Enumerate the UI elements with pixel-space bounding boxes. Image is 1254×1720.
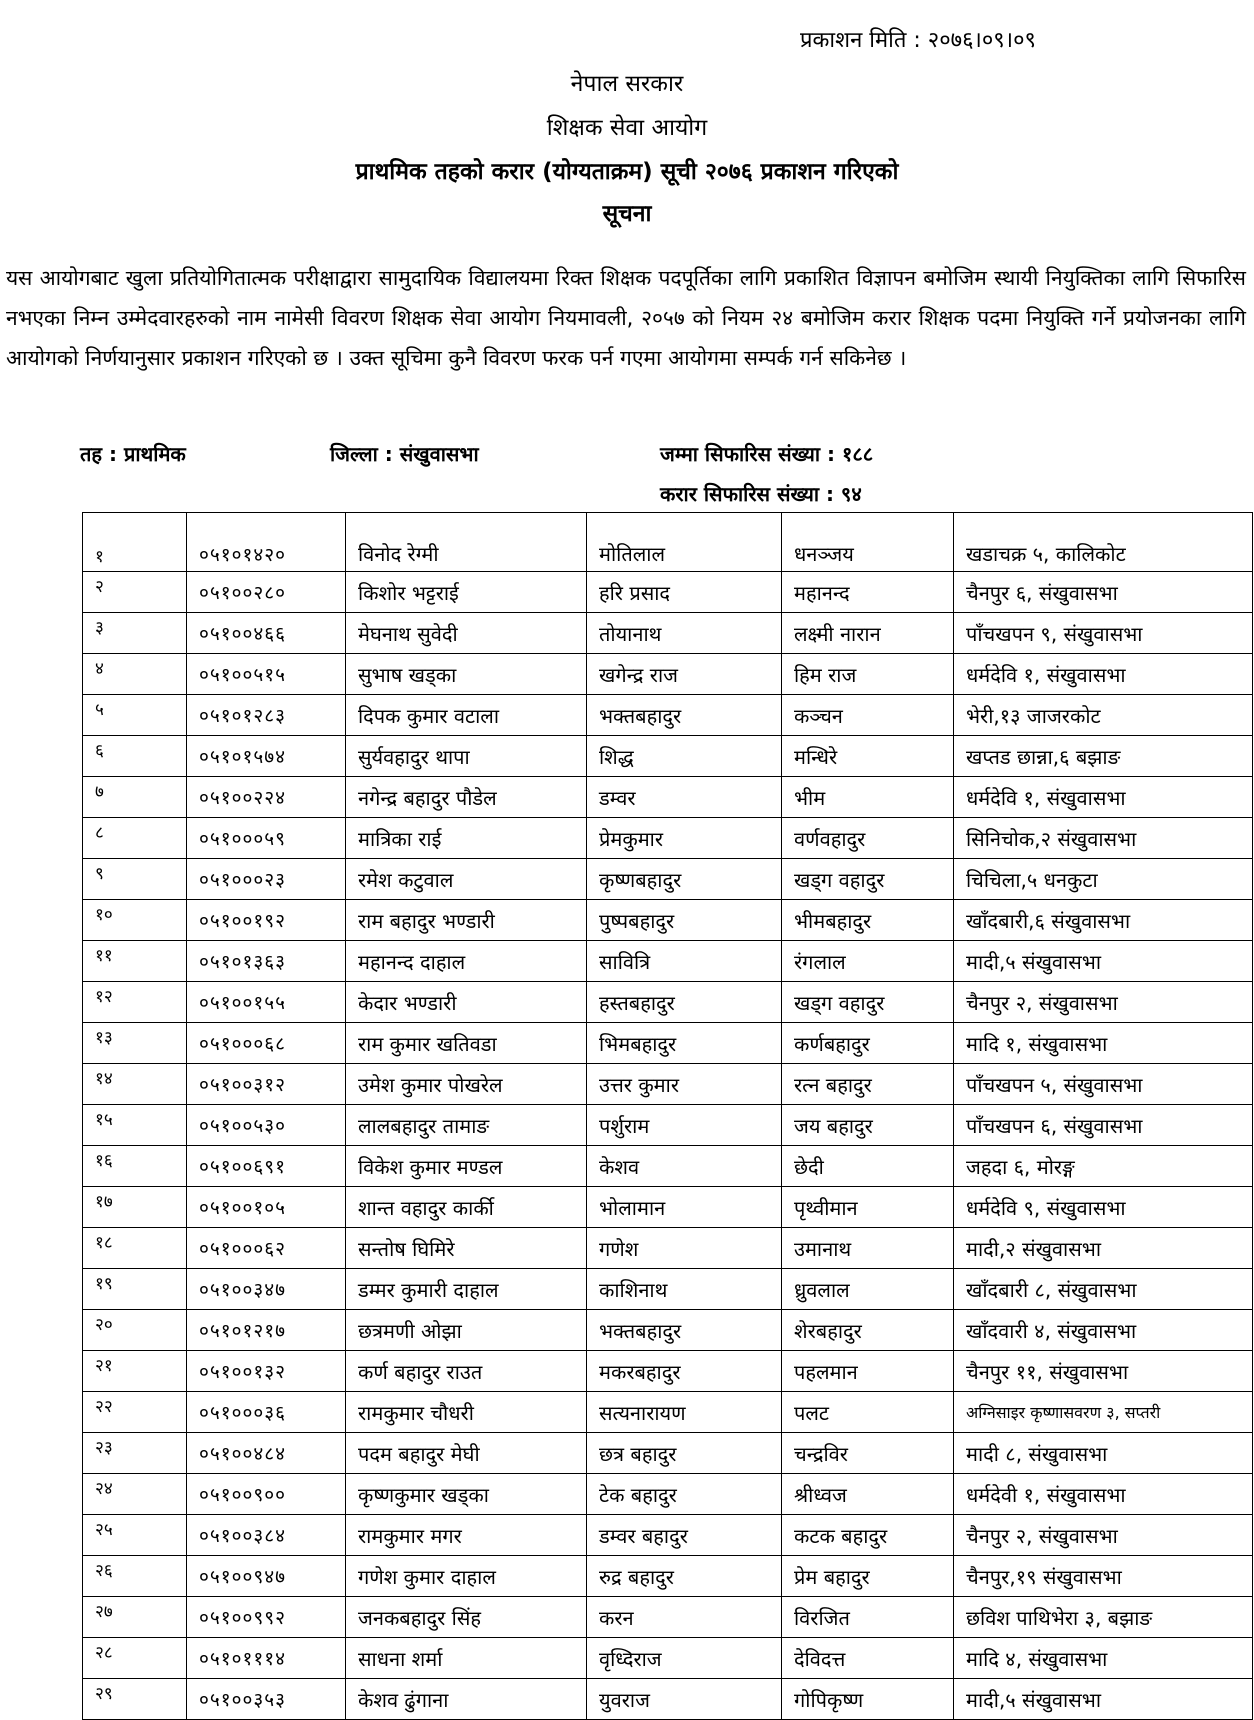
serial-number-cell: ३ xyxy=(83,613,187,654)
candidate-name-cell: नगेन्द्र बहादुर पौडेल xyxy=(346,777,587,818)
roll-number-cell: ०५१००५१५ xyxy=(187,654,346,695)
grandfather-name-cell: गोपिकृष्ण xyxy=(782,1679,954,1720)
serial-number-cell: २० xyxy=(83,1310,187,1351)
grandfather-name-cell: महानन्द xyxy=(782,572,954,613)
grandfather-name-cell: देविदत्त xyxy=(782,1638,954,1679)
roll-number-cell: ०५१००४६६ xyxy=(187,613,346,654)
address-cell: खाँदबारी,६ संखुवासभा xyxy=(954,900,1253,941)
serial-number-cell: २८ xyxy=(83,1638,187,1679)
father-name-cell: भोलामान xyxy=(587,1187,782,1228)
roll-number-cell: ०५१००१९२ xyxy=(187,900,346,941)
serial-number-cell: २१ xyxy=(83,1351,187,1392)
commission-heading: शिक्षक सेवा आयोग xyxy=(546,115,708,141)
father-name-cell: खगेन्द्र राज xyxy=(587,654,782,695)
father-name-cell: तोयानाथ xyxy=(587,613,782,654)
roll-number-cell: ०५१००९४७ xyxy=(187,1556,346,1597)
father-name-cell: प्रेमकुमार xyxy=(587,818,782,859)
roll-number-cell: ०५१०००२३ xyxy=(187,859,346,900)
notice-paragraph: यस आयोगबाट खुला प्रतियोगितात्मक परीक्षाद्वारा सामुदायिक विद्यालयमा रिक्त शिक्षक पदपूर्तिका लागि प्रकाशित विज्ञापन बमोजिम स्थायी नियुक्तिका लागि सिफारिस नभएका निम्न उम्मेदवारहरुको नाम नामेसी विवरण शिक्षक सेवा आयोग नियमावली, २०५७ को नियम २४ बमोजिम करार शिक्षक पदमा नियुक्ति गर्ने प्रयोजनका लागि आयोगको निर्णयानुसार प्रकाशन गरिएको छ । उक्त सूचिमा कुनै विवरण फरक पर्न गएमा आयोगमा सम्पर्क गर्न सकिनेछ । xyxy=(6,266,1246,370)
father-name-cell: मकरबहादुर xyxy=(587,1351,782,1392)
address-cell: छविश पाथिभेरा ३, बझाङ xyxy=(954,1597,1253,1638)
address-cell: भेरी,१३ जाजरकोट xyxy=(954,695,1253,736)
grandfather-name-cell: कटक बहादुर xyxy=(782,1515,954,1556)
serial-number-cell: ९ xyxy=(83,859,187,900)
grandfather-name-cell: शेरबहादुर xyxy=(782,1310,954,1351)
father-name-cell: डम्वर xyxy=(587,777,782,818)
father-name-cell: काशिनाथ xyxy=(587,1269,782,1310)
grandfather-name-cell: रंगलाल xyxy=(782,941,954,982)
candidate-name-cell: केशव ढुंगाना xyxy=(346,1679,587,1720)
grandfather-name-cell: कञ्चन xyxy=(782,695,954,736)
father-name-cell: कृष्णबहादुर xyxy=(587,859,782,900)
serial-number-cell: १९ xyxy=(83,1269,187,1310)
address-cell: खडाचक्र ५, कालिकोट xyxy=(954,513,1253,572)
father-name-cell: पर्शुराम xyxy=(587,1105,782,1146)
government-heading: नेपाल सरकार xyxy=(570,71,684,97)
father-name-cell: डम्वर बहादुर xyxy=(587,1515,782,1556)
address-cell: चिचिला,५ धनकुटा xyxy=(954,859,1253,900)
father-name-cell: हरि प्रसाद xyxy=(587,572,782,613)
table-row xyxy=(83,1187,1253,1228)
roll-number-cell: ०५१००१३२ xyxy=(187,1351,346,1392)
candidate-name-cell: विनोद रेग्मी xyxy=(346,513,587,572)
candidate-name-cell: साधना शर्मा xyxy=(346,1638,587,1679)
grandfather-name-cell: ध्रुवलाल xyxy=(782,1269,954,1310)
candidate-name-cell: राम बहादुर भण्डारी xyxy=(346,900,587,941)
serial-number-cell: १५ xyxy=(83,1105,187,1146)
table-row xyxy=(83,859,1253,900)
candidate-name-cell: सन्तोष घिमिरे xyxy=(346,1228,587,1269)
roll-number-cell: ०५१०१३६३ xyxy=(187,941,346,982)
grandfather-name-cell: हिम राज xyxy=(782,654,954,695)
roll-number-cell: ०५१०००६८ xyxy=(187,1023,346,1064)
serial-number-cell: ७ xyxy=(83,777,187,818)
grandfather-name-cell: छेदी xyxy=(782,1146,954,1187)
candidate-name-cell: रामकुमार चौधरी xyxy=(346,1392,587,1433)
serial-number-cell: २३ xyxy=(83,1433,187,1474)
serial-number-cell: १० xyxy=(83,900,187,941)
serial-number-cell: २ xyxy=(83,572,187,613)
serial-number-cell: १७ xyxy=(83,1187,187,1228)
table-row xyxy=(83,1556,1253,1597)
table-row xyxy=(83,572,1253,613)
address-cell: सिनिचोक,२ संखुवासभा xyxy=(954,818,1253,859)
serial-number-cell: ६ xyxy=(83,736,187,777)
address-cell: खप्तड छान्ना,६ बझाङ xyxy=(954,736,1253,777)
serial-number-cell: ४ xyxy=(83,654,187,695)
address-cell: धर्मदेवि १, संखुवासभा xyxy=(954,777,1253,818)
candidate-table xyxy=(82,512,1253,1720)
grandfather-name-cell: प्रेम बहादुर xyxy=(782,1556,954,1597)
roll-number-cell: ०५१००६९१ xyxy=(187,1146,346,1187)
candidate-name-cell: पदम बहादुर मेघी xyxy=(346,1433,587,1474)
table-row xyxy=(83,900,1253,941)
table-row xyxy=(83,513,1253,572)
serial-number-cell: ८ xyxy=(83,818,187,859)
father-name-cell: मोतिलाल xyxy=(587,513,782,572)
table-row xyxy=(83,695,1253,736)
candidate-name-cell: लालबहादुर तामाङ xyxy=(346,1105,587,1146)
father-name-cell: रुद्र बहादुर xyxy=(587,1556,782,1597)
serial-number-cell: २२ xyxy=(83,1392,187,1433)
serial-number-cell: ११ xyxy=(83,941,187,982)
address-cell: खाँदबारी ८, संखुवासभा xyxy=(954,1269,1253,1310)
roll-number-cell: ०५१००२२४ xyxy=(187,777,346,818)
table-row xyxy=(83,613,1253,654)
candidate-name-cell: कृष्णकुमार खड्का xyxy=(346,1474,587,1515)
father-name-cell: टेक बहादुर xyxy=(587,1474,782,1515)
serial-number-cell: २९ xyxy=(83,1679,187,1720)
serial-number-cell: १ xyxy=(83,513,187,572)
grandfather-name-cell: कर्णबहादुर xyxy=(782,1023,954,1064)
table-row xyxy=(83,1351,1253,1392)
serial-number-cell: १८ xyxy=(83,1228,187,1269)
address-cell: जहदा ६, मोरङ्ग xyxy=(954,1146,1253,1187)
serial-number-cell: १३ xyxy=(83,1023,187,1064)
candidate-name-cell: मात्रिका राई xyxy=(346,818,587,859)
district-label: जिल्ला : संखुवासभा xyxy=(330,442,479,466)
candidate-name-cell: रामकुमार मगर xyxy=(346,1515,587,1556)
roll-number-cell: ०५१०००६२ xyxy=(187,1228,346,1269)
father-name-cell: शिद्ध xyxy=(587,736,782,777)
roll-number-cell: ०५१००३१२ xyxy=(187,1064,346,1105)
address-cell: चैनपुर ६, संखुवासभा xyxy=(954,572,1253,613)
table-row xyxy=(83,654,1253,695)
candidate-name-cell: महानन्द दाहाल xyxy=(346,941,587,982)
candidate-table-body xyxy=(83,513,1253,1720)
grandfather-name-cell: पहलमान xyxy=(782,1351,954,1392)
serial-number-cell: २७ xyxy=(83,1597,187,1638)
table-row xyxy=(83,982,1253,1023)
father-name-cell: उत्तर कुमार xyxy=(587,1064,782,1105)
candidate-name-cell: किशोर भट्टराई xyxy=(346,572,587,613)
roll-number-cell: ०५१००९०० xyxy=(187,1474,346,1515)
table-row xyxy=(83,1433,1253,1474)
table-row xyxy=(83,1515,1253,1556)
grandfather-name-cell: चन्द्रविर xyxy=(782,1433,954,1474)
table-row xyxy=(83,777,1253,818)
father-name-cell: हस्तबहादुर xyxy=(587,982,782,1023)
grandfather-name-cell: विरजित xyxy=(782,1597,954,1638)
grandfather-name-cell: रत्न बहादुर xyxy=(782,1064,954,1105)
roll-number-cell: ०५१००३८४ xyxy=(187,1515,346,1556)
table-row xyxy=(83,1392,1253,1433)
address-cell: पाँचखपन ५, संखुवासभा xyxy=(954,1064,1253,1105)
father-name-cell: गणेश xyxy=(587,1228,782,1269)
father-name-cell: सावित्रि xyxy=(587,941,782,982)
table-row xyxy=(83,1023,1253,1064)
father-name-cell: सत्यनारायण xyxy=(587,1392,782,1433)
candidate-name-cell: डम्मर कुमारी दाहाल xyxy=(346,1269,587,1310)
grandfather-name-cell: भीम xyxy=(782,777,954,818)
grandfather-name-cell: खड्ग वहादुर xyxy=(782,859,954,900)
address-cell: अग्निसाइर कृष्णासवरण ३, सप्तरी xyxy=(954,1392,1253,1433)
candidate-name-cell: मेघनाथ सुवेदी xyxy=(346,613,587,654)
total-recommended-count: जम्मा सिफारिस संख्या : १८८ xyxy=(660,442,874,466)
notice-heading: सूचना xyxy=(602,201,652,227)
grandfather-name-cell: पृथ्वीमान xyxy=(782,1187,954,1228)
roll-number-cell: ०५१००२८० xyxy=(187,572,346,613)
grandfather-name-cell: जय बहादुर xyxy=(782,1105,954,1146)
address-cell: खाँदवारी ४, संखुवासभा xyxy=(954,1310,1253,1351)
table-row xyxy=(83,1310,1253,1351)
candidate-name-cell: दिपक कुमार वटाला xyxy=(346,695,587,736)
grandfather-name-cell: मन्धिरे xyxy=(782,736,954,777)
grandfather-name-cell: भीमबहादुर xyxy=(782,900,954,941)
grandfather-name-cell: धनञ्जय xyxy=(782,513,954,572)
grandfather-name-cell: उमानाथ xyxy=(782,1228,954,1269)
candidate-name-cell: रमेश कटुवाल xyxy=(346,859,587,900)
father-name-cell: भक्तबहादुर xyxy=(587,1310,782,1351)
father-name-cell: पुष्पबहादुर xyxy=(587,900,782,941)
candidate-name-cell: छत्रमणी ओझा xyxy=(346,1310,587,1351)
grandfather-name-cell: वर्णवहादुर xyxy=(782,818,954,859)
roll-number-cell: ०५१००९९२ xyxy=(187,1597,346,1638)
roll-number-cell: ०५१०१११४ xyxy=(187,1638,346,1679)
table-row xyxy=(83,1679,1253,1720)
candidate-name-cell: गणेश कुमार दाहाल xyxy=(346,1556,587,1597)
table-row xyxy=(83,1269,1253,1310)
father-name-cell: वृध्दिराज xyxy=(587,1638,782,1679)
address-cell: मादी,५ संखुवासभा xyxy=(954,1679,1253,1720)
table-row xyxy=(83,1105,1253,1146)
table-row xyxy=(83,818,1253,859)
serial-number-cell: ५ xyxy=(83,695,187,736)
address-cell: पाँचखपन ६, संखुवासभा xyxy=(954,1105,1253,1146)
level-label: तह : प्राथमिक xyxy=(80,442,186,466)
table-row xyxy=(83,736,1253,777)
table-row xyxy=(83,1064,1253,1105)
address-cell: चैनपुर,१९ संखुवासभा xyxy=(954,1556,1253,1597)
address-cell: पाँचखपन ९, संखुवासभा xyxy=(954,613,1253,654)
candidate-name-cell: विकेश कुमार मण्डल xyxy=(346,1146,587,1187)
roll-number-cell: ०५१००४८४ xyxy=(187,1433,346,1474)
father-name-cell: करन xyxy=(587,1597,782,1638)
candidate-name-cell: सुर्यवहादुर थापा xyxy=(346,736,587,777)
table-row xyxy=(83,941,1253,982)
roll-number-cell: ०५१००३४७ xyxy=(187,1269,346,1310)
candidate-name-cell: केदार भण्डारी xyxy=(346,982,587,1023)
table-row xyxy=(83,1474,1253,1515)
address-cell: चैनपुर २, संखुवासभा xyxy=(954,1515,1253,1556)
candidate-name-cell: जनकबहादुर सिंह xyxy=(346,1597,587,1638)
address-cell: मादि ४, संखुवासभा xyxy=(954,1638,1253,1679)
roll-number-cell: ०५१०१२१७ xyxy=(187,1310,346,1351)
address-cell: मादी,२ संखुवासभा xyxy=(954,1228,1253,1269)
address-cell: धर्मदेवि ९, संखुवासभा xyxy=(954,1187,1253,1228)
grandfather-name-cell: पलट xyxy=(782,1392,954,1433)
serial-number-cell: १६ xyxy=(83,1146,187,1187)
candidate-name-cell: राम कुमार खतिवडा xyxy=(346,1023,587,1064)
table-row xyxy=(83,1146,1253,1187)
table-row xyxy=(83,1228,1253,1269)
father-name-cell: भिमबहादुर xyxy=(587,1023,782,1064)
serial-number-cell: १२ xyxy=(83,982,187,1023)
address-cell: चैनपुर २, संखुवासभा xyxy=(954,982,1253,1023)
address-cell: धर्मदेवि १, संखुवासभा xyxy=(954,654,1253,695)
address-cell: मादी ८, संखुवासभा xyxy=(954,1433,1253,1474)
father-name-cell: छत्र बहादुर xyxy=(587,1433,782,1474)
roll-number-cell: ०५१००१५५ xyxy=(187,982,346,1023)
roll-number-cell: ०५१०१५७४ xyxy=(187,736,346,777)
address-cell: मादि १, संखुवासभा xyxy=(954,1023,1253,1064)
roll-number-cell: ०५१००३५३ xyxy=(187,1679,346,1720)
table-row xyxy=(83,1638,1253,1679)
roll-number-cell: ०५१०००३६ xyxy=(187,1392,346,1433)
table-row xyxy=(83,1597,1253,1638)
serial-number-cell: २६ xyxy=(83,1556,187,1597)
grandfather-name-cell: लक्ष्मी नारान xyxy=(782,613,954,654)
address-cell: चैनपुर ११, संखुवासभा xyxy=(954,1351,1253,1392)
roll-number-cell: ०५१०१४२० xyxy=(187,513,346,572)
candidate-name-cell: शान्त वहादुर कार्की xyxy=(346,1187,587,1228)
address-cell: मादी,५ संखुवासभा xyxy=(954,941,1253,982)
grandfather-name-cell: श्रीध्वज xyxy=(782,1474,954,1515)
candidate-name-cell: उमेश कुमार पोखरेल xyxy=(346,1064,587,1105)
contract-recommended-count: करार सिफारिस संख्या : ९४ xyxy=(660,482,862,506)
father-name-cell: भक्तबहादुर xyxy=(587,695,782,736)
candidate-name-cell: सुभाष खड्का xyxy=(346,654,587,695)
roll-number-cell: ०५१०१२८३ xyxy=(187,695,346,736)
roll-number-cell: ०५१००५३० xyxy=(187,1105,346,1146)
address-cell: धर्मदेवी १, संखुवासभा xyxy=(954,1474,1253,1515)
roll-number-cell: ०५१००१०५ xyxy=(187,1187,346,1228)
father-name-cell: केशव xyxy=(587,1146,782,1187)
serial-number-cell: २५ xyxy=(83,1515,187,1556)
document-title: प्राथमिक तहको करार (योग्यताक्रम) सूची २०७६ प्रकाशन गरिएको xyxy=(355,159,899,185)
father-name-cell: युवराज xyxy=(587,1679,782,1720)
serial-number-cell: २४ xyxy=(83,1474,187,1515)
publication-date: प्रकाशन मिति : २०७६।०९।०९ xyxy=(800,28,1036,53)
roll-number-cell: ०५१०००५९ xyxy=(187,818,346,859)
grandfather-name-cell: खड्ग वहादुर xyxy=(782,982,954,1023)
candidate-name-cell: कर्ण बहादुर राउत xyxy=(346,1351,587,1392)
serial-number-cell: १४ xyxy=(83,1064,187,1105)
